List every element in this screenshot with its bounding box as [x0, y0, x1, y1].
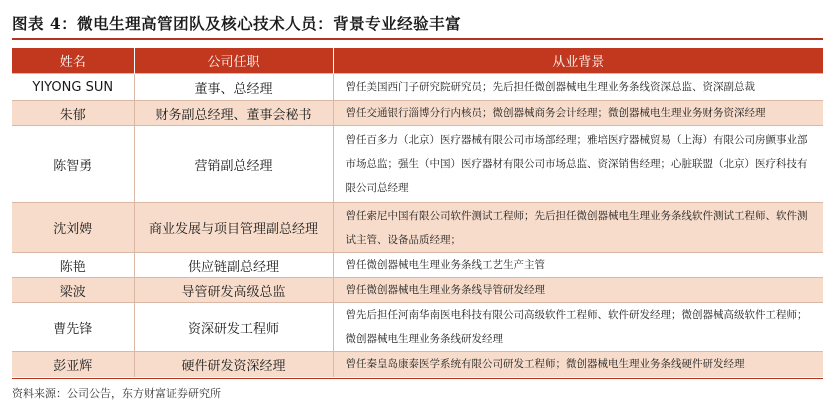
cell-background: 曾任秦皇岛康泰医学系统有限公司研发工程师；微创器械电生理业务条线硬件研发经理: [333, 352, 823, 377]
cell-role: 资深研发工程师: [134, 303, 333, 352]
cell-name: YIYONG SUN: [12, 74, 134, 101]
figure-title: 图表 4：微电生理高管团队及核心技术人员：背景专业经验丰富: [12, 14, 462, 33]
table-row: [12, 101, 823, 126]
cell-role: 供应链副总经理: [134, 253, 333, 278]
cell-background: 曾任百多力（北京）医疗器械有限公司市场部经理；雅培医疗器械贸易（上海）有限公司房颤事业部市场总监；强生（中国）医疗器材有限公司市场总监、资深销售经理；心脏联盟（北京）医疗科技有限公司总经理: [333, 126, 823, 203]
cell-background: 曾任美国西门子研究院研究员；先后担任微创器械电生理业务条线资深总监、资深副总裁: [333, 74, 823, 101]
cell-name: 陈艳: [12, 253, 134, 278]
cell-name: 陈智勇: [12, 126, 134, 203]
cell-name: 彭亚辉: [12, 352, 134, 377]
header-name: 姓名: [12, 48, 134, 74]
cell-name: 朱郁: [12, 101, 134, 126]
management-team-table: [12, 48, 823, 377]
cell-name: 曹先锋: [12, 303, 134, 352]
source-note: 资料来源：公司公告，东方财富证券研究所: [12, 387, 221, 400]
table-row: [12, 126, 823, 203]
figure-title-bar: [12, 10, 823, 40]
cell-background: 曾先后担任河南华南医电科技有限公司高级软件工程师、软件研发经理；微创器械高级软件工程师；微创器械电生理业务条线研发经理: [333, 303, 823, 352]
table-row: [12, 74, 823, 101]
cell-role: 导管研发高级总监: [134, 278, 333, 303]
cell-name: 沈刘娉: [12, 203, 134, 253]
header-role: 公司任职: [134, 48, 333, 74]
bottom-rule: [12, 378, 823, 379]
table-row: [12, 203, 823, 253]
header-background: 从业背景: [333, 48, 823, 74]
cell-role: 商业发展与项目管理副总经理: [134, 203, 333, 253]
cell-background: 曾任微创器械电生理业务条线工艺生产主管: [333, 253, 823, 278]
table-row: [12, 303, 823, 352]
cell-name: 梁波: [12, 278, 134, 303]
table-row: [12, 253, 823, 278]
cell-role: 营销副总经理: [134, 126, 333, 203]
cell-background: 曾任交通银行淄博分行内核员；微创器械商务会计经理；微创器械电生理业务财务资深经理: [333, 101, 823, 126]
table-row: [12, 278, 823, 303]
cell-role: 硬件研发资深经理: [134, 352, 333, 377]
cell-background: 曾任索尼中国有限公司软件测试工程师；先后担任微创器械电生理业务条线软件测试工程师、软件测试主管、设备品质经理；: [333, 203, 823, 253]
cell-background: 曾任微创器械电生理业务条线导管研发经理: [333, 278, 823, 303]
table-row: [12, 352, 823, 377]
cell-role: 财务副总经理、董事会秘书: [134, 101, 333, 126]
cell-role: 董事、总经理: [134, 74, 333, 101]
table-header-row: [12, 48, 823, 74]
